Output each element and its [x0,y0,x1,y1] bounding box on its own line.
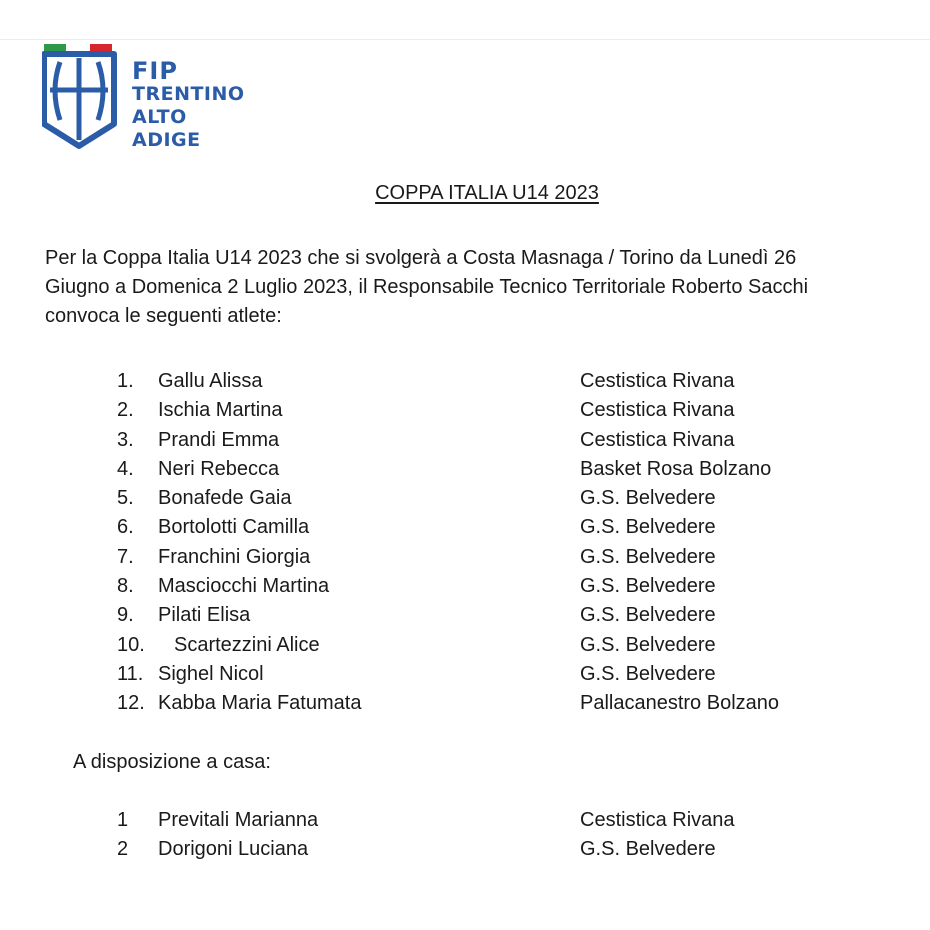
athlete-club: G.S. Belvedere [580,516,716,539]
athlete-number: 5. [117,487,134,510]
document-title: COPPA ITALIA U14 2023 [375,182,599,204]
athlete-club: Cestistica Rivana [580,399,735,422]
list-item [0,689,930,718]
athlete-name: Neri Rebecca [158,457,280,480]
athlete-number: 2. [117,399,134,422]
list-item [0,806,930,835]
athlete-number: 8. [117,575,134,598]
list-item [0,484,930,513]
athlete-number: 6. [117,516,134,539]
athlete-number: 4. [117,457,134,480]
intro-paragraph [45,244,925,331]
athlete-name: Masciocchi Martina [158,575,330,598]
athlete-name: Kabba Maria Fatumata [158,692,362,715]
athlete-list [0,367,930,719]
reserve-name: Dorigoni Luciana [158,838,309,861]
athlete-name: Gallu Alissa [158,370,263,392]
athlete-club: G.S. Belvedere [580,662,716,685]
intro-line: Per la Coppa Italia U14 2023 che si svolgerà a Costa Masnaga / Torino da Lunedì 26 [45,247,797,269]
list-item [0,426,930,455]
athlete-name: Franchini Giorgia [158,545,311,568]
athlete-club: Pallacanestro Bolzano [580,692,780,715]
athlete-club: G.S. Belvedere [580,545,716,568]
athlete-club: G.S. Belvedere [580,604,716,627]
logo-wordmark [132,57,245,152]
fip-logo [42,42,245,152]
list-item [0,396,930,425]
athlete-club: G.S. Belvedere [580,575,716,598]
athlete-name: Sighel Nicol [158,662,264,685]
list-item [0,660,930,689]
logo-alto-adige: ALTO ADIGE [132,106,201,151]
reserve-number: 1 [117,809,129,831]
reserve-club: Cestistica Rivana [580,809,735,831]
list-item [0,455,930,484]
logo-trentino: TRENTINO [132,83,245,105]
list-item [0,572,930,601]
fip-emblem-icon [42,42,122,152]
athlete-name: Pilati Elisa [158,604,251,627]
athlete-number: 7. [117,545,134,568]
athlete-name: Bortolotti Camilla [158,516,310,539]
top-divider [0,39,930,40]
athlete-number: 12. [117,692,145,715]
list-item [0,543,930,572]
reserve-club: G.S. Belvedere [580,838,716,861]
athlete-number: 3. [117,428,134,451]
athlete-club: Cestistica Rivana [580,370,735,392]
athlete-number: 9. [117,604,134,627]
athlete-number: 11. [117,662,144,685]
list-item [0,835,930,864]
reserve-list [0,806,930,865]
athlete-club: Cestistica Rivana [580,428,735,451]
list-item [0,631,930,660]
intro-line: convoca le seguenti atlete: [45,305,282,327]
athlete-name: Scartezzini Alice [174,633,320,656]
athlete-club: Basket Rosa Bolzano [580,457,772,480]
list-item [0,367,930,396]
reserve-heading: A disposizione a casa: [73,751,271,773]
reserve-name: Previtali Marianna [158,809,319,831]
athlete-number: 10. [117,633,145,656]
athlete-club: G.S. Belvedere [580,487,716,510]
athlete-name: Bonafede Gaia [158,487,292,510]
reserve-number: 2 [117,838,129,861]
athlete-number: 1. [117,370,134,392]
athlete-name: Ischia Martina [158,399,283,422]
intro-line: Giugno a Domenica 2 Luglio 2023, il Responsabile Tecnico Territoriale Roberto Sacchi [45,276,809,298]
list-item [0,601,930,630]
logo-fip: FIP [132,57,178,85]
athlete-club: G.S. Belvedere [580,633,716,656]
athlete-name: Prandi Emma [158,428,280,451]
list-item [0,513,930,542]
